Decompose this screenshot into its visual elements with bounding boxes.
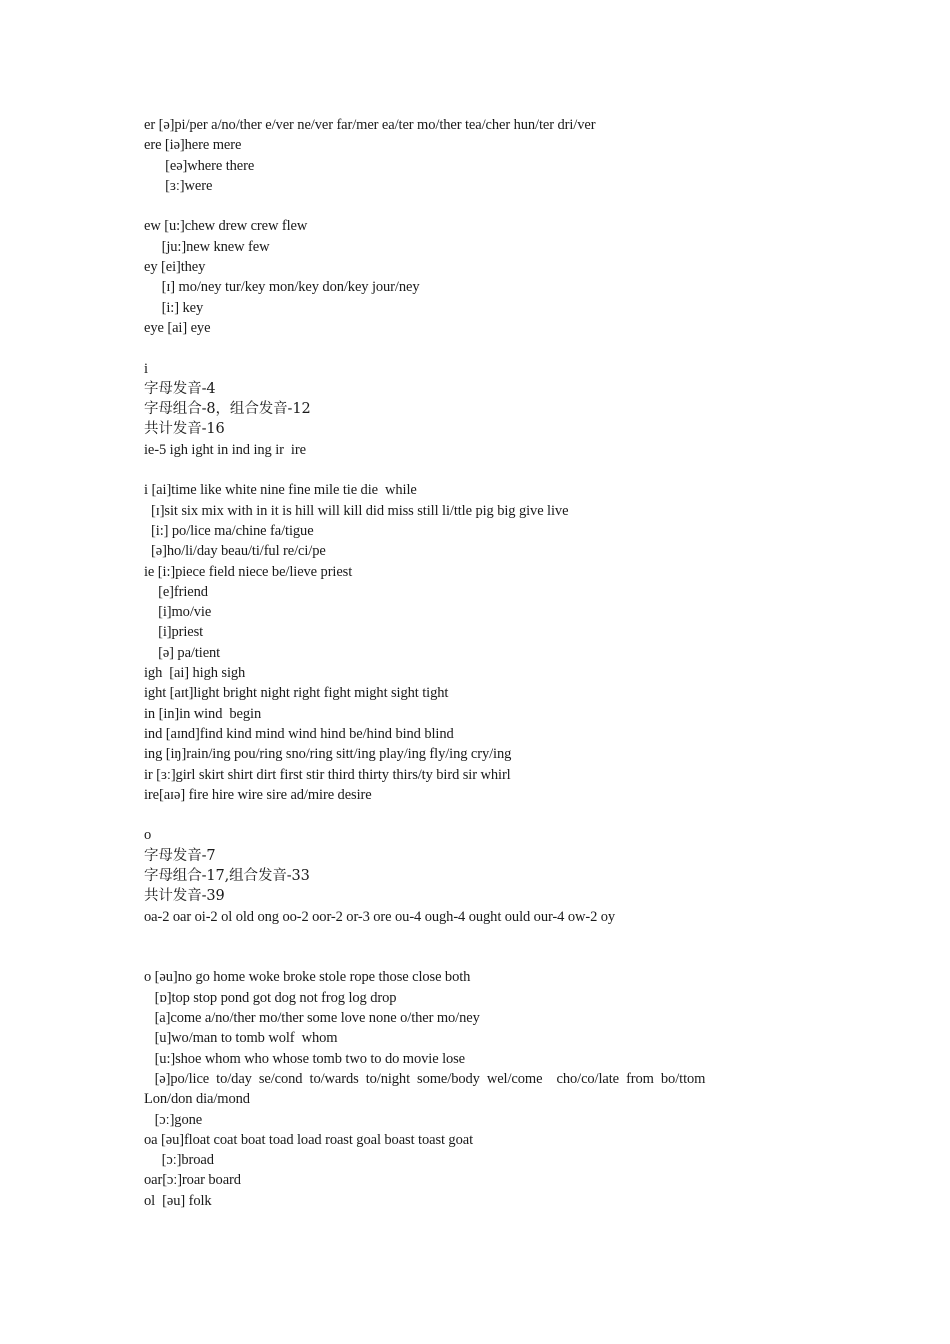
text-line: ie [i:]piece field niece be/lieve priest bbox=[144, 563, 353, 580]
blank-line bbox=[144, 460, 844, 480]
text-line: er [ə]pi/per a/no/ther e/ver ne/ver far/mer ea/ter mo/ther tea/cher hun/ter dri/ver bbox=[144, 117, 596, 133]
text-line: [u]wo/man to tomb wolf whom bbox=[144, 1030, 338, 1047]
text-line: oa-2 oar oi-2 ol old ong oo-2 oor-2 or-3 ore ou-4 ough-4 ought ould our-4 ow-2 oy bbox=[144, 908, 616, 925]
blank-line bbox=[144, 338, 844, 358]
text-line: [i:] key bbox=[144, 299, 204, 316]
text-line: 字母发音-7 bbox=[144, 847, 216, 864]
text-line: ire[aɪə] fire hire wire sire ad/mire desire bbox=[144, 786, 372, 803]
text-line: [ɪ] mo/ney tur/key mon/key don/key jour/ney bbox=[144, 279, 420, 296]
text-line: [u:]shoe whom who whose tomb two to do movie lose bbox=[144, 1050, 466, 1067]
text-line: [a]come a/no/ther mo/ther some love none o/ther mo/ney bbox=[144, 1010, 480, 1027]
text-line: ey [ei]they bbox=[144, 259, 206, 276]
text-line: i [ai]time like white nine fine mile tie die while bbox=[144, 482, 417, 499]
text-line: ere [iə]here mere bbox=[144, 137, 242, 154]
text-line: Lon/don dia/mond bbox=[144, 1091, 250, 1108]
text-line: eye [ai] eye bbox=[144, 319, 211, 336]
text-line: 共计发音-39 bbox=[144, 888, 225, 905]
text-line: igh [ai] high sigh bbox=[144, 665, 246, 682]
blank-line bbox=[144, 805, 844, 825]
text-line: [ə] pa/tient bbox=[144, 644, 221, 661]
text-line: o [əu]no go home woke broke stole rope those close both bbox=[144, 969, 471, 986]
text-line: ing [iŋ]rain/ing pou/ring sno/ring sitt/ing play/ing fly/ing cry/ing bbox=[144, 746, 512, 763]
text-line: [ɪ]sit six mix with in it is hill will kill did miss still li/ttle pig big give live bbox=[144, 502, 569, 519]
phonics-text-body bbox=[144, 115, 844, 1211]
text-line: i bbox=[144, 360, 148, 377]
text-line: in [in]in wind begin bbox=[144, 705, 262, 722]
text-line: ol [əu] folk bbox=[144, 1192, 212, 1209]
text-line: ew [u:]chew drew crew flew bbox=[144, 218, 308, 235]
text-line: o bbox=[144, 827, 152, 844]
text-line: [eə]where there bbox=[144, 157, 255, 174]
text-line: ight [aɪt]light bright night right fight might sight tight bbox=[144, 685, 449, 702]
text-line: [ɔː]gone bbox=[144, 1111, 203, 1128]
text-line: [ju:]new knew few bbox=[144, 238, 270, 255]
text-line: oa [əu]float coat boat toad load roast goal boast toast goat bbox=[144, 1131, 474, 1148]
text-line: [ə]po/lice to/day se/cond to/wards to/night some/body wel/come cho/co/late from bo/ttom bbox=[144, 1070, 706, 1087]
text-line: [ɒ]top stop pond got dog not frog log drop bbox=[144, 989, 397, 1006]
text-line: 共计发音-16 bbox=[144, 421, 225, 438]
blank-line bbox=[144, 196, 844, 216]
text-line: oar[ɔː]roar board bbox=[144, 1172, 241, 1189]
text-line: ir [ɜː]girl skirt shirt dirt first stir third thirty thirs/ty bird sir whirl bbox=[144, 766, 511, 783]
text-line: [i]priest bbox=[144, 624, 204, 641]
text-line: [ɔː]broad bbox=[144, 1152, 214, 1169]
text-line: [ə]ho/li/day beau/ti/ful re/ci/pe bbox=[144, 543, 326, 560]
blank-line bbox=[144, 927, 844, 947]
text-line: [i]mo/vie bbox=[144, 604, 212, 621]
text-line: [i:] po/lice ma/chine fa/tigue bbox=[144, 522, 314, 539]
text-line: [ɜː]were bbox=[144, 177, 213, 194]
blank-line bbox=[144, 947, 844, 967]
text-line: [e]friend bbox=[144, 583, 208, 600]
text-line: 字母组合-8，组合发音-12 bbox=[144, 401, 311, 418]
text-line: ie-5 igh ight in ind ing ir ire bbox=[144, 441, 306, 458]
text-line: ind [aɪnd]find kind mind wind hind be/hind bind blind bbox=[144, 725, 454, 742]
text-line: 字母发音-4 bbox=[144, 380, 216, 397]
text-line: 字母组合-17,组合发音-33 bbox=[144, 867, 310, 884]
